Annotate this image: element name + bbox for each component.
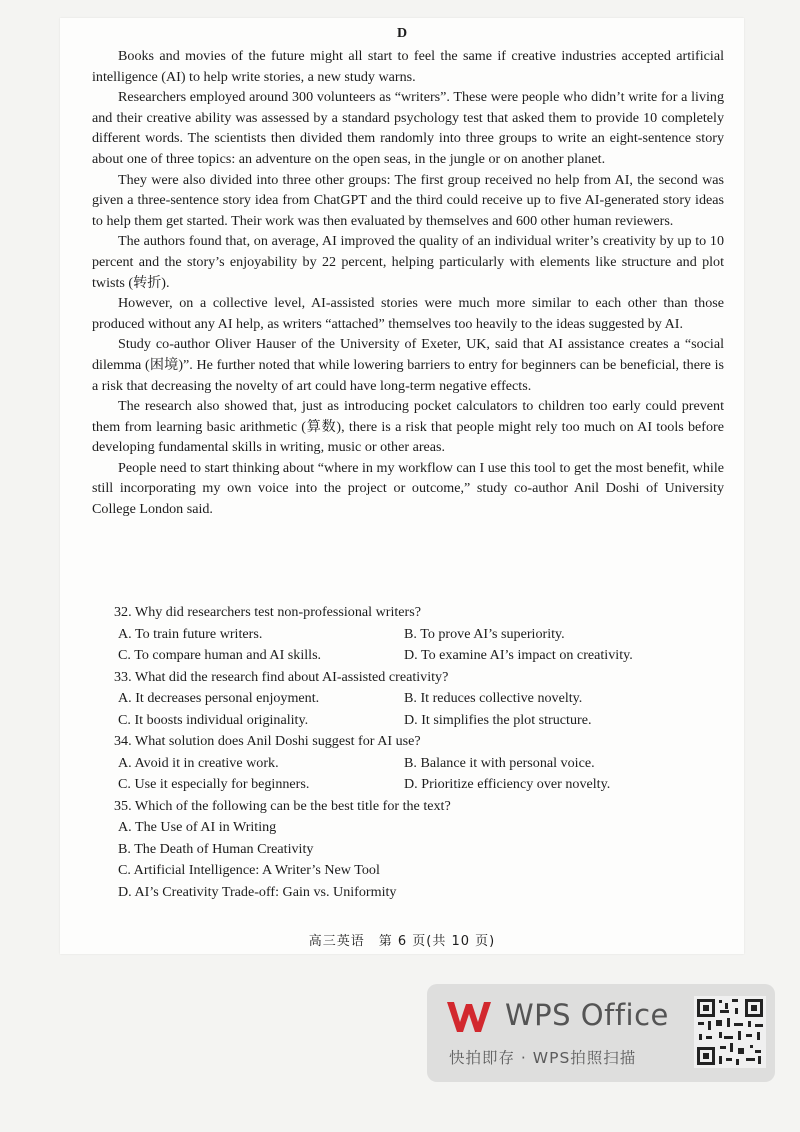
question-33-options-row — [114, 710, 726, 732]
wps-watermark — [427, 984, 775, 1082]
page-footer: 高三英语 第 6 页(共 10 页) — [308, 934, 496, 949]
reading-passage — [92, 46, 724, 520]
option-c: C. To compare human and AI skills. — [118, 647, 322, 663]
paragraph: They were also divided into three other groups: The first group received no help from AI, the second was given a three-sentence story idea from ChatGPT and the third could receive up to five AI-generated story ideas to help them get started. Their work was then evaluated by themselves and 600 other human reviewers. — [92, 171, 724, 229]
paragraph: Study co-author Oliver Hauser of the University of Exeter, UK, said that AI assistance creates a “social dilemma (困境)”. He further noted that while lowering barriers to entry for beginners can be beneficial, there is a risk that decreasing the novelty of art could have long-term negative effects. — [92, 336, 724, 394]
question-33-options-row — [114, 688, 726, 710]
paragraph: Books and movies of the future might all start to feel the same if creative industries accepted artificial intelligence (AI) to help write stories, a new study warns. — [92, 48, 724, 85]
question-32-stem: 32. Why did researchers test non-professional writers? — [114, 604, 421, 620]
question-list — [114, 602, 726, 903]
wps-logo-icon — [445, 998, 493, 1036]
paragraph: People need to start thinking about “where in my workflow can I use this tool to get the most benefit, while still incorporating my own voice into the project or outcome,” study co-author Anil Doshi of University College London said. — [92, 459, 724, 518]
qr-code-icon — [694, 996, 766, 1068]
paragraph: Researchers employed around 300 volunteers as “writers”. These were people who didn’t write for a living and their creative ability was assessed by a standard psychology test that asked them to provide 10 completely different words. The scientists then divided them randomly into three groups to write an eight-sentence story about one of three topics: an adventure on the open seas, in the jungle or on another planet. — [92, 89, 724, 167]
paragraph: The authors found that, on average, AI improved the quality of an individual writer’s creativity by up to 10 percent and the story’s enjoyability by 22 percent, helping particularly with elements like structure and plot twists (转折). — [92, 233, 724, 291]
option-d: D. Prioritize efficiency over novelty. — [404, 776, 611, 792]
option-b: B. The Death of Human Creativity — [118, 840, 314, 857]
option-b: B. It reduces collective novelty. — [404, 690, 583, 706]
option-b: B. To prove AI’s superiority. — [404, 625, 565, 642]
option-b: B. Balance it with personal voice. — [404, 754, 595, 771]
option-d: D. AI’s Creativity Trade-off: Gain vs. Uniformity — [118, 883, 397, 900]
section-letter: D — [396, 26, 408, 41]
exam-page — [60, 18, 744, 954]
option-c: C. Use it especially for beginners. — [118, 776, 310, 792]
option-c: C. It boosts individual originality. — [118, 711, 309, 728]
option-c: C. Artificial Intelligence: A Writer’s New Tool — [118, 862, 380, 878]
wps-app-name: WPS Office — [505, 998, 669, 1032]
question-34-options-row — [114, 774, 726, 796]
question-32-options-row — [114, 645, 726, 667]
paragraph: The research also showed that, just as introducing pocket calculators to children too early could prevent them from learning basic arithmetic (算数), there is a risk that people might rely too much on AI tools before developing fundamental skills in writing, music or other areas. — [92, 398, 724, 456]
question-34-stem: 34. What solution does Anil Doshi suggest for AI use? — [114, 733, 421, 749]
option-a: A. Avoid it in creative work. — [118, 754, 279, 771]
option-d: D. To examine AI’s impact on creativity. — [404, 647, 633, 663]
question-33-stem: 33. What did the research find about AI-assisted creativity? — [114, 668, 449, 685]
option-a: A. The Use of AI in Writing — [118, 819, 277, 835]
question-35-stem: 35. Which of the following can be the best title for the text? — [114, 797, 451, 814]
wps-slogan: 快拍即存 · WPS拍照扫描 — [449, 1049, 637, 1067]
option-a: A. It decreases personal enjoyment. — [118, 690, 320, 706]
paragraph: However, on a collective level, AI-assisted stories were much more similar to each other than those produced without any AI help, as writers “attached” themselves too heavily to the ideas suggested by AI. — [92, 295, 724, 332]
option-d: D. It simplifies the plot structure. — [404, 711, 592, 728]
question-32-options-row — [114, 624, 726, 646]
question-34-options-row — [114, 753, 726, 775]
option-a: A. To train future writers. — [118, 625, 263, 642]
